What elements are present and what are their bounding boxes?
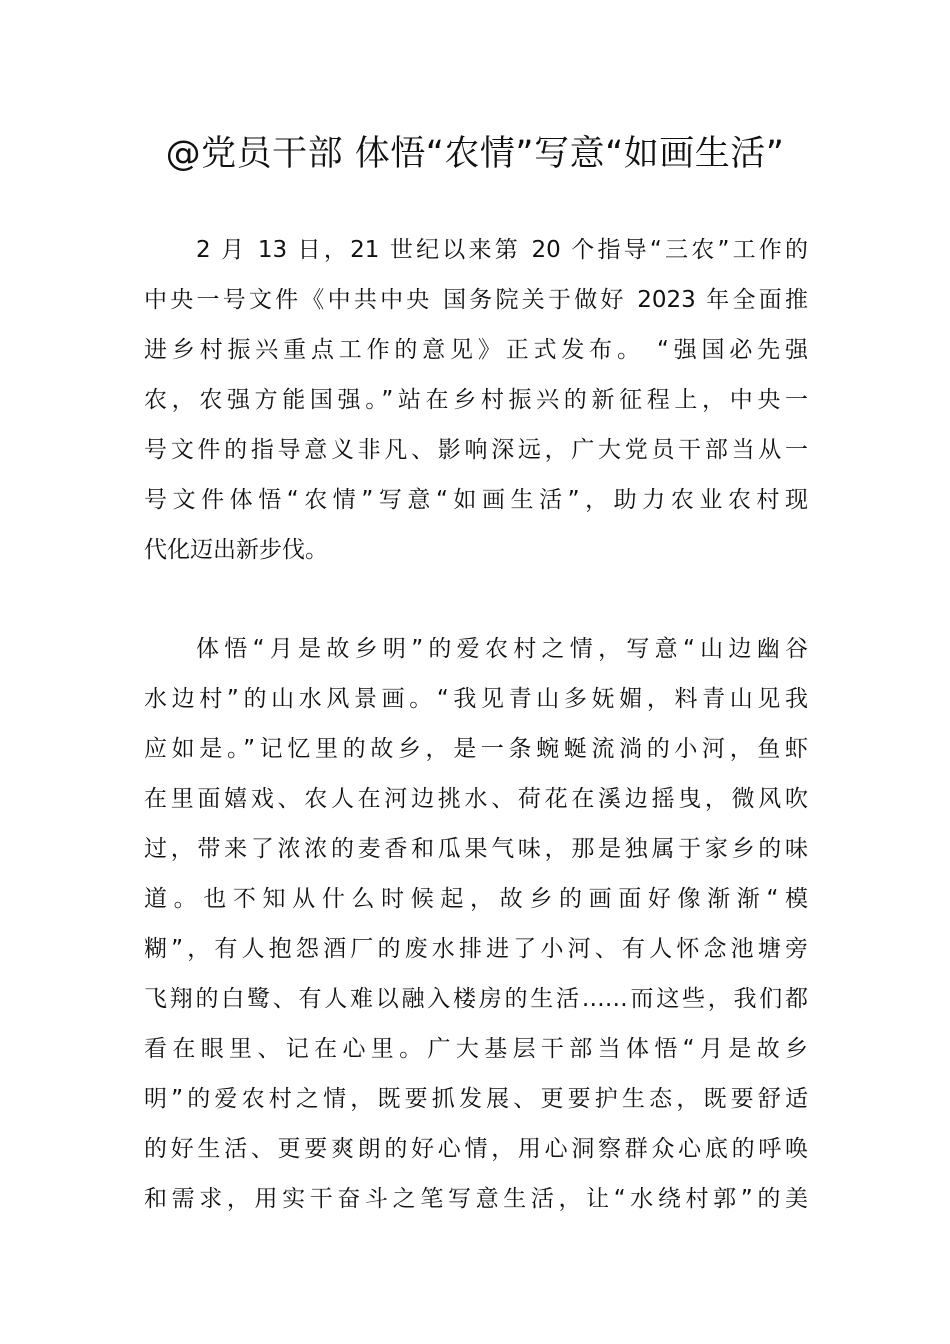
paragraph-line: 代化迈出新步伐。 xyxy=(144,537,328,563)
paragraph-line: 道。也不知从什么时候起，故乡的画面好像渐渐“模 xyxy=(144,886,808,912)
paragraph-line: 号文件的指导意义非凡、影响深远，广大党员干部当从一 xyxy=(144,437,808,463)
paragraph-line: 2 月 13 日，21 世纪以来第 20 个指导“三农”工作的 xyxy=(196,237,808,263)
paragraph-line: 应如是。”记忆里的故乡，是一条蜿蜒流淌的小河，鱼虾 xyxy=(144,736,808,762)
paragraph-line: 的好生活、更要爽朗的好心情，用心洞察群众心底的呼唤 xyxy=(144,1136,808,1162)
paragraph-line: 明”的爱农村之情，既要抓发展、更要护生态，既要舒适 xyxy=(144,1086,808,1112)
paragraph-line: 和需求，用实干奋斗之笔写意生活，让“水绕村郭”的美 xyxy=(144,1186,808,1212)
paragraph-line: 中央一号文件《中共中央 国务院关于做好 2023 年全面推 xyxy=(144,287,808,313)
paragraph-line: 水边村”的山水风景画。“我见青山多妩媚，料青山见我 xyxy=(144,686,808,712)
paragraph-line: 在里面嬉戏、农人在河边挑水、荷花在溪边摇曳，微风吹 xyxy=(144,786,808,812)
paragraph-line: 糊”，有人抱怨酒厂的废水排进了小河、有人怀念池塘旁 xyxy=(144,936,808,962)
paragraph-line: 号文件体悟“农情”写意“如画生活”，助力农业农村现 xyxy=(144,487,808,513)
paragraph-line: 农，农强方能国强。”站在乡村振兴的新征程上，中央一 xyxy=(144,387,808,413)
paragraph-line: 飞翔的白鹭、有人难以融入楼房的生活……而这些，我们都 xyxy=(144,986,808,1012)
paragraph-line: 过，带来了浓浓的麦香和瓜果气味，那是独属于家乡的味 xyxy=(144,836,808,862)
paragraph-line: 体悟“月是故乡明”的爱农村之情，写意“山边幽谷 xyxy=(196,636,808,662)
paragraph-line: 进乡村振兴重点工作的意见》正式发布。 “强国必先强 xyxy=(144,337,808,363)
paragraph-1 xyxy=(144,225,808,575)
paragraph-line: 看在眼里、记在心里。广大基层干部当体悟“月是故乡 xyxy=(144,1036,808,1062)
paragraph-2 xyxy=(144,624,808,1224)
document-title: @党员干部 体悟“农情”写意“如画生活” xyxy=(165,134,785,174)
